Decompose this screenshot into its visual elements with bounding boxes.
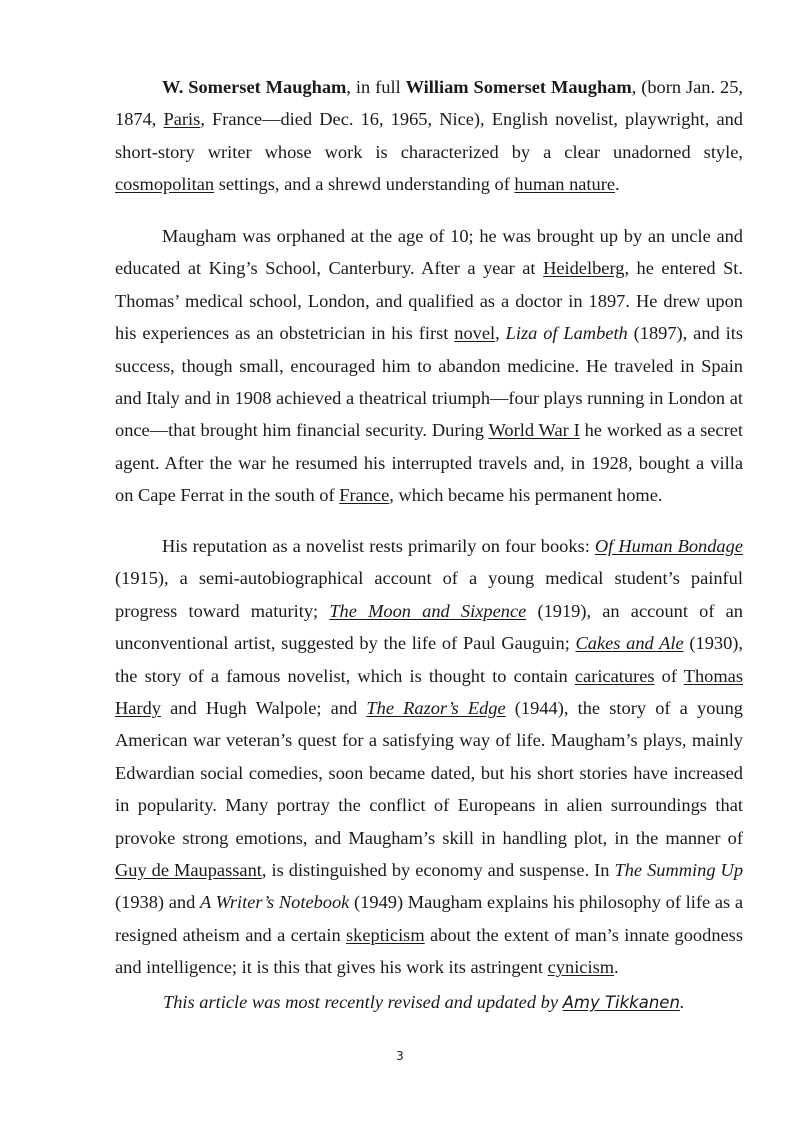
link-cosmopolitan[interactable]: cosmopolitan	[115, 174, 215, 195]
text-run: His reputation as a novelist rests primarily on four books:	[162, 536, 595, 556]
text-run: (1944), the story of a young American war veteran’s quest for a satisfying way of life. Maugham’s plays, mainly Edwardian social comedies, soon became dated, but his short stories have increased in popularity. Many portray the conflict of Europeans in alien surroundings that provoke strong emotions, and Maugham’s skill in handling plot, in the manner of	[115, 698, 743, 848]
text-run: of	[654, 665, 684, 686]
paragraph-intro	[115, 71, 743, 201]
text-run: Maugham was orphaned at the age of 10; he was brought up by an uncle and educated at King’s School, Canterbury. After a year at	[115, 226, 743, 279]
text-run: ,	[495, 323, 506, 344]
book-title-summing-up: The Summing Up	[614, 860, 744, 881]
link-of-human-bondage[interactable]: Of Human Bondage	[594, 536, 743, 556]
text-run: and Hugh Walpole; and	[160, 698, 367, 719]
page-number: 3	[396, 1049, 404, 1063]
text-run: (1938) and	[115, 892, 200, 913]
link-heidelberg[interactable]: Heidelberg	[543, 258, 625, 279]
subject-name: W. Somerset Maugham	[162, 77, 347, 97]
paragraph-early-life	[115, 220, 743, 512]
credit-end: .	[679, 992, 685, 1012]
revision-credit	[163, 986, 763, 1019]
text-run: , is distinguished by economy and suspense. In	[261, 860, 615, 881]
link-guy-de-maupassant[interactable]: Guy de Maupassant	[115, 860, 262, 881]
book-title-liza: Liza of Lambeth	[505, 323, 628, 344]
link-caricatures[interactable]: caricatures	[574, 665, 655, 686]
link-france[interactable]: France	[339, 485, 390, 506]
paragraph-reputation	[115, 530, 743, 984]
link-human-nature[interactable]: human nature	[514, 174, 616, 195]
link-thomas-hardy[interactable]: Thomas Hardy	[115, 665, 743, 719]
text-run: , (born Jan. 25, 1874,	[115, 77, 744, 130]
text-run: (1919), an account of an unconventional artist, suggested by the life of Paul Gauguin;	[115, 600, 743, 654]
book-title-writers-notebook: A Writer’s Notebook	[199, 892, 350, 913]
text-run: , he entered St. Thomas’ medical school, London, and qualified as a doctor in 1897. He drew upon his experiences as an obstetrician in his first	[115, 258, 744, 344]
link-world-war-i[interactable]: World War I	[488, 420, 580, 441]
text-run: (1915), a semi-autobiographical account of a young medical student’s painful progress toward maturity;	[115, 568, 743, 621]
link-razors-edge[interactable]: The Razor’s Edge	[366, 698, 506, 719]
text-run: about the extent of man’s innate goodness and intelligence; it is this that gives his work its astringent	[115, 924, 743, 978]
subject-full-name: William Somerset Maugham	[405, 77, 632, 97]
link-skepticism[interactable]: skepticism	[345, 924, 425, 945]
text-run: he worked as a secret agent. After the war he resumed his interrupted travels and, in 1928, bought a villa on Cape Ferrat in the south of	[115, 420, 743, 506]
link-paris[interactable]: Paris	[163, 109, 201, 130]
text-run: , in full	[346, 77, 406, 97]
credit-text: This article was most recently revised and updated by	[163, 992, 563, 1012]
text-run: .	[615, 174, 620, 195]
link-novel[interactable]: novel	[454, 323, 496, 344]
link-author[interactable]: Amy Tikkanen	[562, 993, 680, 1012]
text-run: , which became his permanent home.	[389, 485, 663, 506]
text-run: (1949) Maugham explains his philosophy of life as a resigned atheism and a certain	[115, 892, 744, 945]
text-run: (1897), and its success, though small, encouraged him to abandon medicine. He traveled in Spain and Italy and in 1908 achieved a theatrical triumph—four plays running in London at once—that brought him financial security. During	[115, 323, 743, 441]
text-run: settings, and a shrewd understanding of	[214, 174, 515, 195]
text-run: .	[614, 957, 619, 978]
link-cynicism[interactable]: cynicism	[547, 957, 615, 978]
link-cakes-and-ale[interactable]: Cakes and Ale	[575, 633, 684, 654]
text-run: , France—died Dec. 16, 1965, Nice), English novelist, playwright, and short-story writer whose work is characterized by a clear unadorned style,	[115, 109, 743, 162]
link-moon-and-sixpence[interactable]: The Moon and Sixpence	[329, 600, 527, 621]
text-run: (1930), the story of a famous novelist, which is thought to contain	[115, 633, 743, 686]
